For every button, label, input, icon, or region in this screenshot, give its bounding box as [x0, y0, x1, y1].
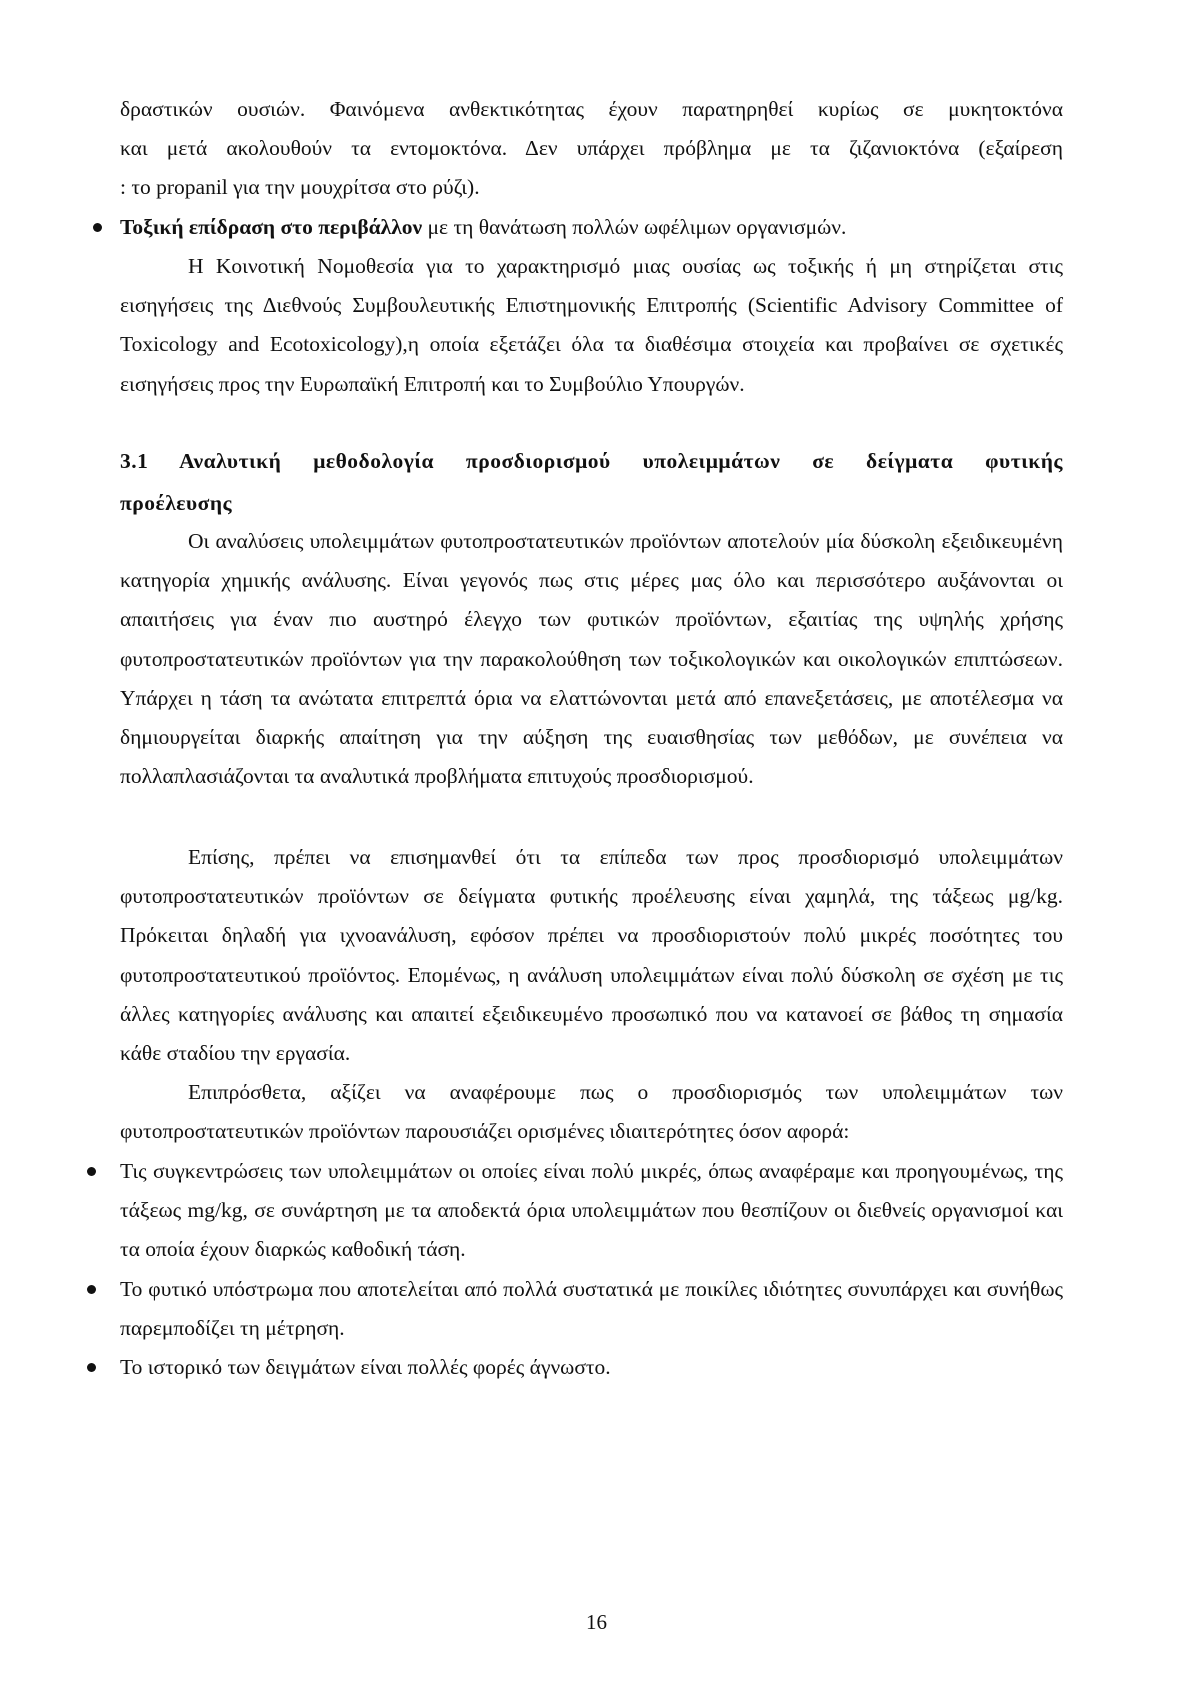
- bullet-icon: [87, 1363, 96, 1372]
- intro-line: και μετά ακολουθούν τα εντομοκτόνα. Δεν υπάρχει πρόβλημα με τα ζιζανιοκτόνα (εξαίρεση: [120, 136, 1063, 161]
- list-item: [120, 1270, 1063, 1348]
- section-paragraph-2-container: [120, 838, 1063, 1073]
- section-paragraph-3-container: [120, 1073, 1063, 1151]
- bullet-icon: [87, 1285, 96, 1294]
- bullet-icon: [87, 1167, 96, 1176]
- section-heading-line1: 3.1 Αναλυτική μεθοδολογία προσδιορισμού υπολειμμάτων σε δείγματα φυτικής: [120, 449, 1063, 473]
- list-item: [120, 1152, 1063, 1270]
- list-item-text: Το ιστορικό των δειγμάτων είναι πολλές φορές άγνωστο.: [120, 1355, 611, 1380]
- considerations-list: [120, 1152, 1063, 1387]
- legislation-paragraph-container: [120, 247, 1063, 404]
- section-heading: [120, 440, 1063, 524]
- toxic-effect-bullet: [120, 208, 1063, 247]
- section-heading-line2: προέλευσης: [120, 491, 233, 515]
- list-item: [120, 1348, 1063, 1387]
- bullet-text: με τη θανάτωση πολλών ωφέλιμων οργανισμών.: [422, 215, 847, 239]
- bullet-icon: [93, 223, 102, 232]
- legislation-paragraph: Η Κοινοτική Νομοθεσία για το χαρακτηρισμό μιας ουσίας ως τοξικής ή μη στηρίζεται στις εισηγήσεις της Διεθνούς Συμβουλευτικής Επιστημονικής Επιτροπής (Scientific Advisory Committee of Toxicology and Ecotoxicology),η οποία εξετάζει όλα τα διαθέσιμα στοιχεία και προβαίνει σε σχετικές εισηγήσεις προς την Ευρωπαϊκή Επιτροπή και το Συμβούλιο Υπουργών.: [120, 254, 1063, 396]
- intro-line: : το propanil για την μουχρίτσα στο ρύζι).: [120, 175, 480, 200]
- section-paragraph-1: Οι αναλύσεις υπολειμμάτων φυτοπροστατευτικών προϊόντων αποτελούν μία δύσκολη εξειδικευμένη κατηγορία χημικής ανάλυσης. Είναι γεγονός πως στις μέρες μας όλο και περισσότερο αυξάνονται οι απαιτήσεις για έναν πιο αυστηρό έλεγχο των φυτικών προϊόντων, εξαιτίας της υψηλής χρήσης φυτοπροστατευτικών προϊόντων για την παρακολούθηση των τοξικολογικών και οικολογικών επιπτώσεων. Υπάρχει η τάση τα ανώτατα επιτρεπτά όρια να ελαττώνονται μετά από επανεξετάσεις, με αποτέλεσμα να δημιουργείται διαρκής απαίτηση για την αύξηση της ευαισθησίας των μεθόδων, με συνέπεια να πολλαπλασιάζονται τα αναλυτικά προβλήματα επιτυχούς προσδιορισμού.: [120, 529, 1063, 789]
- intro-text: [120, 90, 1063, 208]
- bullet-bold-label: Τοξική επίδραση στο περιβάλλον: [120, 215, 423, 239]
- section-paragraph-2: Επίσης, πρέπει να επισημανθεί ότι τα επίπεδα των προς προσδιορισμό υπολειμμάτων φυτοπροστατευτικών προϊόντων σε δείγματα φυτικής προέλευσης είναι χαμηλά, της τάξεως μg/kg. Πρόκειται δηλαδή για ιχνοανάλυση, εφόσον πρέπει να προσδιοριστούν πολύ μικρές ποσότητες του φυτοπροστατευτικού προϊόντος. Επομένως, η ανάλυση υπολειμμάτων είναι πολύ δύσκολη σε σχέση με τις άλλες κατηγορίες ανάλυσης και απαιτεί εξειδικευμένο προσωπικό που να κατανοεί σε βάθος τη σημασία κάθε σταδίου την εργασία.: [120, 845, 1063, 1066]
- list-item-text: Το φυτικό υπόστρωμα που αποτελείται από πολλά συστατικά με ποικίλες ιδιότητες συνυπάρχει και συνήθως παρεμποδίζει τη μέτρηση.: [120, 1276, 1063, 1340]
- list-item-text: Τις συγκεντρώσεις των υπολειμμάτων οι οποίες είναι πολύ μικρές, όπως αναφέραμε και προηγουμένως, της τάξεως mg/kg, σε συνάρτηση με τα αποδεκτά όρια υπολειμμάτων που θεσπίζουν οι διεθνείς οργανισμοί και τα οποία έχουν διαρκώς καθοδική τάση.: [120, 1159, 1063, 1262]
- section-paragraph-1-container: [120, 522, 1063, 796]
- section-paragraph-3: Επιπρόσθετα, αξίζει να αναφέρουμε πως ο προσδιορισμός των υπολειμμάτων των φυτοπροστατευτικών προϊόντων παρουσιάζει ορισμένες ιδιαιτερότητες όσον αφορά:: [120, 1080, 1063, 1144]
- intro-line: δραστικών ουσιών. Φαινόμενα ανθεκτικότητας έχουν παρατηρηθεί κυρίως σε μυκητοκτόνα: [120, 97, 1063, 121]
- page-number: 16: [586, 1610, 607, 1634]
